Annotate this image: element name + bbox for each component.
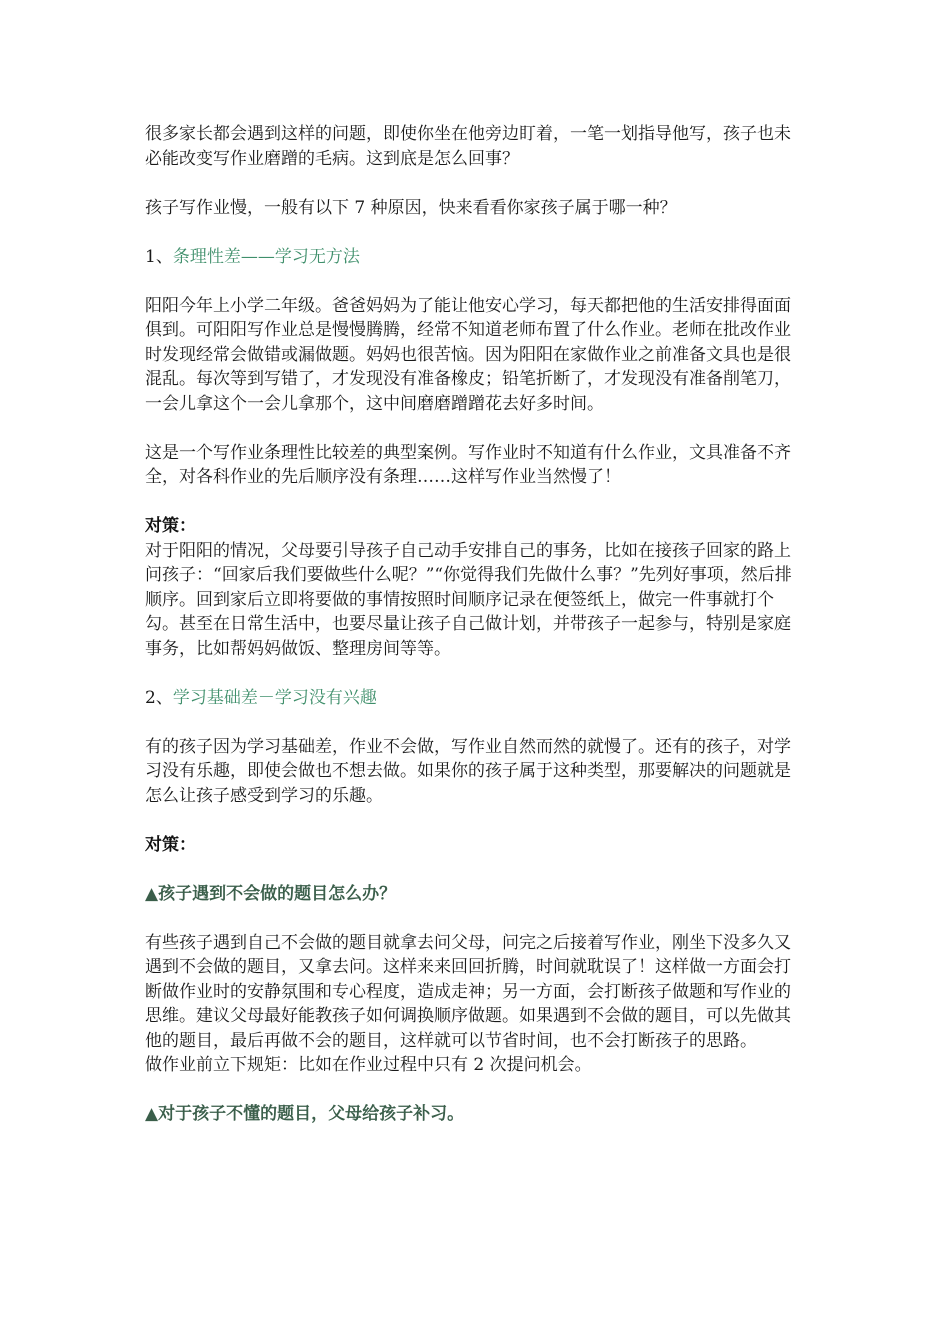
subheading — [145, 882, 807, 907]
subheading-text: 孩子遇到不会做的题目怎么办？ — [158, 883, 397, 904]
subheading — [145, 1102, 807, 1127]
strategy-label: 对策： — [145, 516, 196, 536]
section-number: 2、 — [145, 687, 173, 708]
triangle-bullet-icon: ▲ — [145, 883, 159, 904]
section-title: 条理性差——学习无方法 — [172, 246, 360, 267]
article-body — [145, 122, 807, 1127]
intro-paragraph: 很多家长都会遇到这样的问题，即使你坐在他旁边盯着，一笔一划指导他写，孩子也未必能改变写作业磨蹭的毛病。这到底是怎么回事？ — [145, 124, 791, 169]
section-heading — [145, 245, 807, 270]
section-heading — [145, 686, 807, 711]
intro-paragraph: 孩子写作业慢，一般有以下 7 种原因，快来看看你家孩子属于哪一种？ — [145, 197, 677, 218]
strategy-label: 对策： — [145, 834, 196, 855]
triangle-bullet-icon: ▲ — [145, 1104, 159, 1124]
body-paragraph: 这是一个写作业条理性比较差的典型案例。写作业时不知道有什么作业，文具准备不齐全，对各科作业的先后顺序没有条理……这样写作业当然慢了！ — [145, 442, 791, 487]
section-title: 学习基础差－学习没有兴趣 — [172, 687, 377, 708]
strategy-paragraph: 对于阳阳的情况，父母要引导孩子自己动手安排自己的事务，比如在接孩子回家的路上问孩子：“回家后我们要做些什么呢？”“你觉得我们先做什么事？”先列好事项，然后排顺序。回到家后立即将要做的事情按照时间顺序记录在便签纸上，做完一件事就打个勾。甚至在日常生活中，也要尽量让孩子自己做计划，并带孩子一起参与，特别是家庭事务，比如帮妈妈做饭、整理房间等等。 — [145, 540, 792, 659]
body-paragraph: 做作业前立下规矩：比如在作业过程中只有 2 次提问机会。 — [145, 1055, 592, 1075]
body-paragraph: 有些孩子遇到自己不会做的题目就拿去问父母，问完之后接着写作业，刚坐下没多久又遇到不会做的题目，又拿去问。这样来来回回折腾，时间就耽误了！这样做一方面会打断做作业时的安静氛围和专心程度，造成走神；另一方面，会打断孩子做题和写作业的思维。建议父母最好能教孩子如何调换顺序做题。如果遇到不会做的题目，可以先做其他的题目，最后再做不会的题目，这样就可以节省时间，也不会打断孩子的思路。 — [145, 932, 791, 1051]
body-paragraph: 阳阳今年上小学二年级。爸爸妈妈为了能让他安心学习，每天都把他的生活安排得面面俱到。可阳阳写作业总是慢慢腾腾，经常不知道老师布置了什么作业。老师在批改作业时发现经常会做错或漏做题。妈妈也很苦恼。因为阳阳在家做作业之前准备文具也是很混乱。每次等到写错了，才发现没有准备橡皮；铅笔折断了，才发现没有准备削笔刀，一会儿拿这个一会儿拿那个，这中间磨磨蹭蹭花去好多时间。 — [145, 295, 791, 414]
section-number: 1、 — [145, 246, 173, 267]
body-paragraph: 有的孩子因为学习基础差，作业不会做，写作业自然而然的就慢了。还有的孩子，对学习没有乐趣，即使会做也不想去做。如果你的孩子属于这种类型，那要解决的问题就是怎么让孩子感受到学习的乐趣。 — [145, 736, 791, 806]
subheading-text: 对于孩子不懂的题目，父母给孩子补习。 — [158, 1104, 465, 1124]
